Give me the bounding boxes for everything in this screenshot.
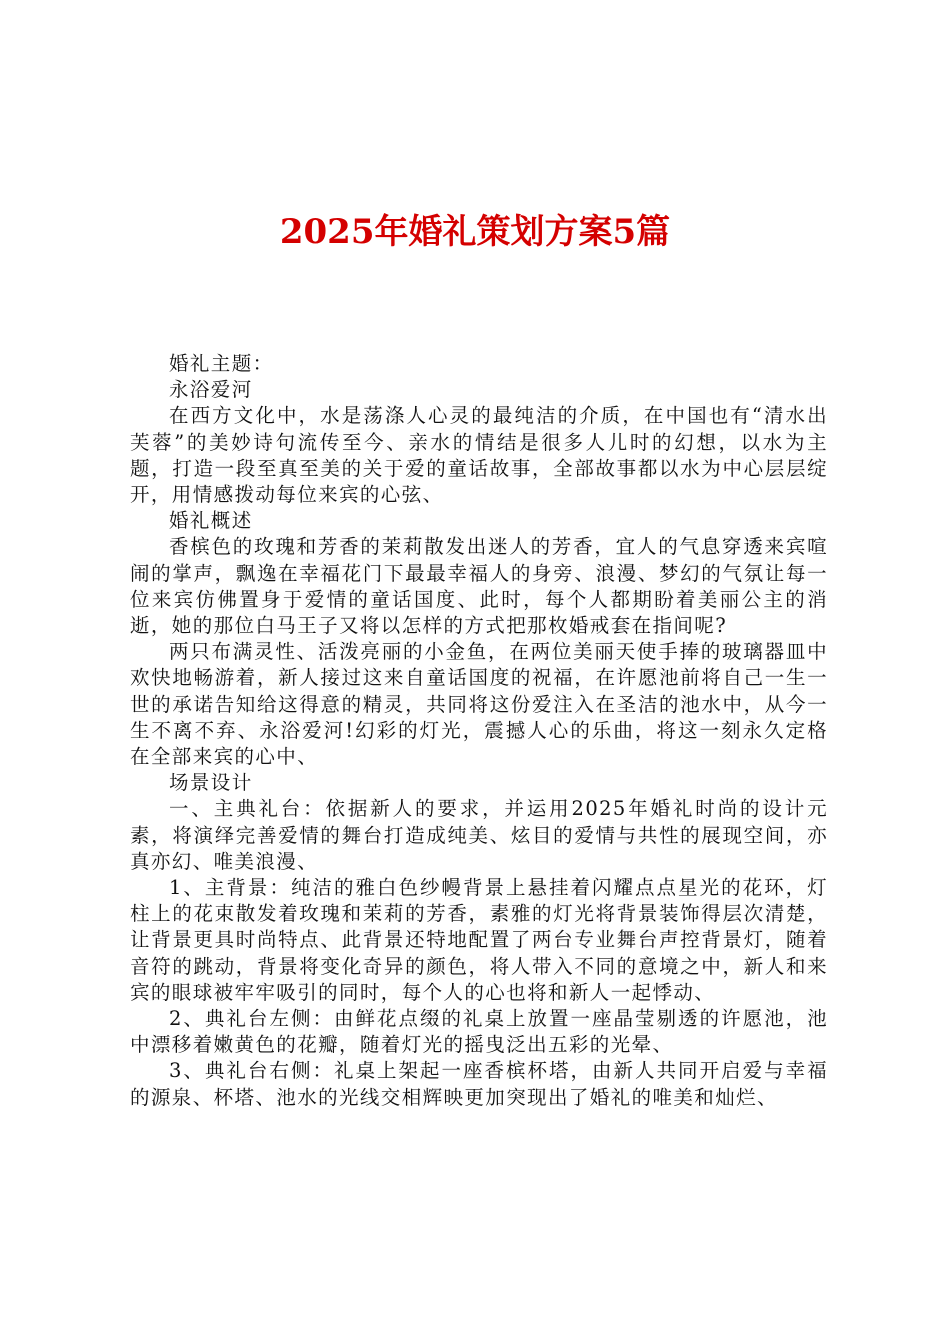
paragraph-theme-description: 在西方文化中，水是荡涤人心灵的最纯洁的介质，在中国也有“清水出芙蓉”的美妙诗句流传至今、亲水的情结是很多人儿时的幻想，以水为主题，打造一段至真至美的关于爱的童话故事，全部故事都以水为中心层层绽开，用情感拨动每位来宾的心弦、 [130, 404, 828, 507]
paragraph-theme-heading: 婚礼主题： [169, 352, 274, 375]
document-title: 2025年婚礼策划方案5篇 [279, 212, 671, 252]
paragraph-scene-heading: 场景设计 [169, 771, 253, 795]
paragraph-main-backdrop: 1、主背景：纯洁的雅白色纱幔背景上悬挂着闪耀点点星光的花环，灯柱上的花束散发着玫瑰和茉莉的芳香，素雅的灯光将背景装饰得层次清楚，让背景更具时尚特点、此背景还特地配置了两台专业舞台声控背景灯，随着音符的跳动，背景将变化奇异的颜色，将人带入不同的意境之中，新人和来宾的眼球被牢牢吸引的同时，每个人的心也将和新人一起悸动、 [130, 876, 828, 1004]
paragraph-goldfish: 两只布满灵性、活泼亮丽的小金鱼，在两位美丽天使手捧的玻璃器皿中欢快地畅游着，新人接过这来自童话国度的祝福，在许愿池前将自己一生一世的承诺告知给这得意的精灵，共同将这份爱注入在圣洁的池水中，从今一生不离不弃、永浴爱河!幻彩的灯光，震撼人心的乐曲，将这一刻永久定格在全部来宾的心中、 [130, 640, 828, 769]
paragraph-overview-heading: 婚礼概述 [169, 509, 253, 533]
paragraph-stage-right: 3、典礼台右侧：礼桌上架起一座香槟杯塔，由新人共同开启爱与幸福的源泉、杯塔、池水的光线交相辉映更加突现出了婚礼的唯美和灿烂、 [130, 1059, 828, 1109]
paragraph-stage-left: 2、典礼台左侧：由鲜花点缀的礼桌上放置一座晶莹剔透的许愿池，池中漂移着嫩黄色的花瓣，随着灯光的摇曳泛出五彩的光晕、 [130, 1007, 828, 1057]
document-body [130, 351, 828, 1111]
paragraph-overview-body: 香槟色的玫瑰和芳香的茉莉散发出迷人的芳香，宜人的气息穿透来宾喧闹的掌声，飘逸在幸福花门下最最幸福人的身旁、浪漫、梦幻的气氛让每一位来宾仿佛置身于爱情的童话国度、此时，每个人都期盼着美丽公主的消逝，她的那位白马王子又将以怎样的方式把那枚婚戒套在指间呢? [130, 535, 828, 638]
paragraph-main-stage: 一、主典礼台：依据新人的要求，并运用2025年婚礼时尚的设计元素，将演绎完善爱情的舞台打造成纯美、炫目的爱情与共性的展现空间，亦真亦幻、唯美浪漫、 [130, 797, 828, 873]
paragraph-theme-name: 永浴爱河 [169, 378, 253, 402]
